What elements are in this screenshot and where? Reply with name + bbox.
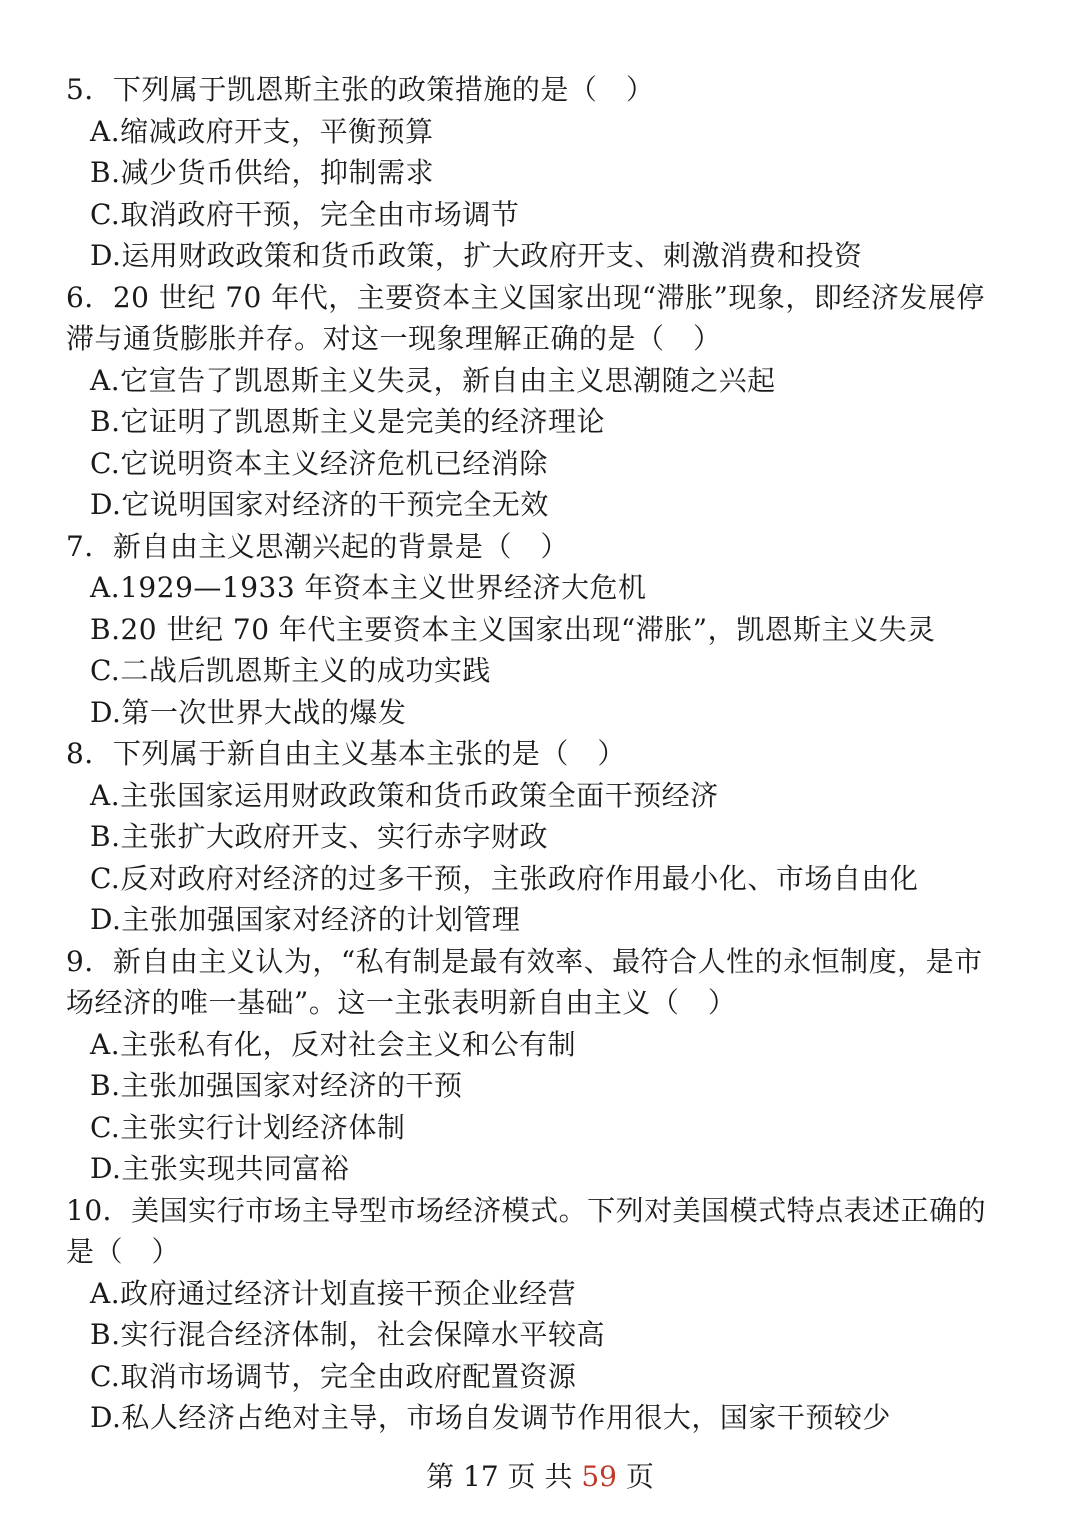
question-7-option-d: D.第一次世界大战的爆发	[90, 696, 407, 729]
question-6-stem-line: 滞与通货膨胀并存。对这一现象理解正确的是（ ）	[66, 322, 722, 355]
question-10-option-d: D.私人经济占绝对主导，市场自发调节作用很大，国家干预较少	[90, 1401, 891, 1434]
question-6-option-b: B.它证明了凯恩斯主义是完美的经济理论	[90, 405, 605, 438]
question-8-option-d: D.主张加强国家对经济的计划管理	[90, 903, 521, 936]
question-5-option-c: C.取消政府干预，完全由市场调节	[90, 198, 520, 231]
question-8-option-a: A.主张国家运用财政政策和货币政策全面干预经济	[90, 779, 719, 812]
question-7-option-c: C.二战后凯恩斯主义的成功实践	[90, 654, 491, 687]
question-6-stem-line: 6．20 世纪 70 年代，主要资本主义国家出现“滞胀”现象，即经济发展停	[66, 281, 985, 314]
question-9-stem-line: 场经济的唯一基础”。这一主张表明新自由主义（ ）	[66, 986, 737, 1019]
question-7-option-a: A.1929—1933 年资本主义世界经济大危机	[90, 571, 647, 604]
question-9-option-c: C.主张实行计划经济体制	[90, 1111, 406, 1144]
question-8-stem-line: 8．下列属于新自由主义基本主张的是（ ）	[66, 737, 626, 770]
question-6-option-a: A.它宣告了凯恩斯主义失灵，新自由主义思潮随之兴起	[90, 364, 776, 397]
page-footer	[0, 1460, 1080, 1494]
question-7-stem-line: 7．新自由主义思潮兴起的背景是（ ）	[66, 530, 569, 563]
footer-total-pages: 59	[581, 1460, 617, 1493]
question-10-stem-line: 10．美国实行市场主导型市场经济模式。下列对美国模式特点表述正确的	[66, 1194, 987, 1227]
question-8-option-b: B.主张扩大政府开支、实行赤字财政	[90, 820, 548, 853]
question-6-option-d: D.它说明国家对经济的干预完全无效	[90, 488, 549, 521]
footer-prefix: 第 17 页 共	[426, 1460, 582, 1493]
question-5-option-d: D.运用财政政策和货币政策，扩大政府开支、刺激消费和投资	[90, 239, 863, 272]
question-9-option-a: A.主张私有化，反对社会主义和公有制	[90, 1028, 577, 1061]
question-8-option-c: C.反对政府对经济的过多干预，主张政府作用最小化、市场自由化	[90, 862, 919, 895]
question-10-option-a: A.政府通过经济计划直接干预企业经营	[90, 1277, 577, 1310]
question-9-option-b: B.主张加强国家对经济的干预	[90, 1069, 463, 1102]
question-5-stem-line: 5．下列属于凯恩斯主张的政策措施的是（ ）	[66, 73, 655, 106]
question-10-option-c: C.取消市场调节，完全由政府配置资源	[90, 1360, 577, 1393]
question-5-option-a: A.缩减政府开支，平衡预算	[90, 115, 434, 148]
question-9-stem-line: 9．新自由主义认为，“私有制是最有效率、最符合人性的永恒制度，是市	[66, 945, 983, 978]
question-9-option-d: D.主张实现共同富裕	[90, 1152, 350, 1185]
footer-suffix: 页	[616, 1460, 654, 1493]
question-7-option-b: B.20 世纪 70 年代主要资本主义国家出现“滞胀”，凯恩斯主义失灵	[90, 613, 936, 646]
question-6-option-c: C.它说明资本主义经济危机已经消除	[90, 447, 548, 480]
question-10-option-b: B.实行混合经济体制，社会保障水平较高	[90, 1318, 605, 1351]
question-5-option-b: B.减少货币供给，抑制需求	[90, 156, 434, 189]
question-10-stem-line: 是（ ）	[66, 1235, 181, 1268]
